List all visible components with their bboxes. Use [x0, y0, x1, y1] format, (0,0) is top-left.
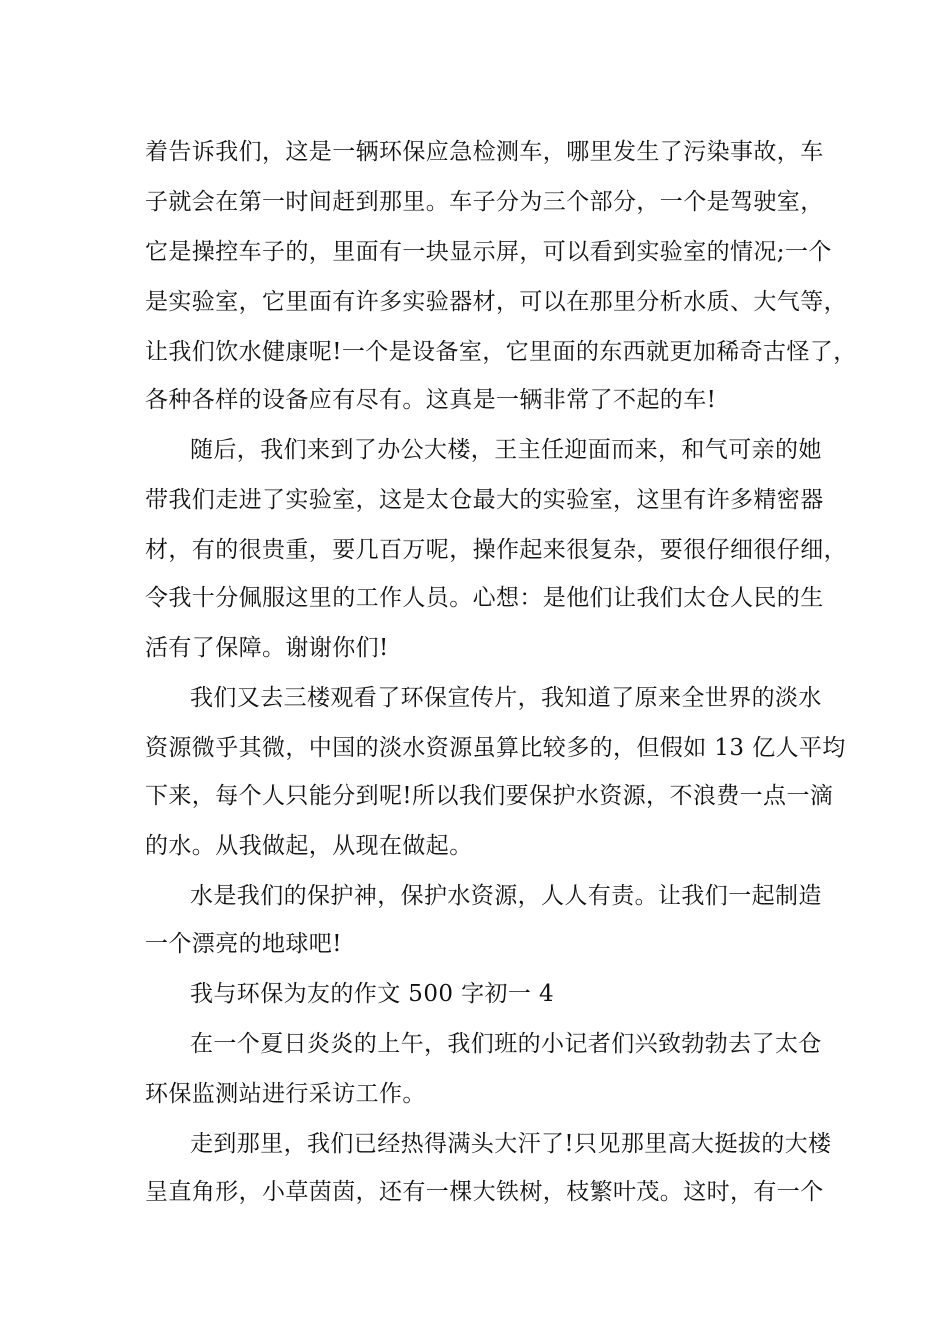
text-line: 的水。从我做起，从现在做起。	[145, 833, 473, 859]
text-line: 呈直角形，小草茵茵，还有一棵大铁树，枝繁叶茂。这时，有一个	[145, 1179, 824, 1205]
text-line: 着告诉我们，这是一辆环保应急检测车，哪里发生了污染事故，车	[145, 139, 824, 165]
text-line: 子就会在第一时间赶到那里。车子分为三个部分，一个是驾驶室，	[145, 189, 824, 215]
text-line: 材，有的很贵重，要几百万呢，操作起来很复杂，要很仔细很仔细，	[145, 537, 847, 563]
text-line: 令我十分佩服这里的工作人员。心想：是他们让我们太仓人民的生	[145, 585, 824, 611]
text-line: 资源微乎其微，中国的淡水资源虽算比较多的，但假如 13 亿人平均	[145, 735, 846, 761]
paragraph-first-line: 水是我们的保护神，保护水资源，人人有责。让我们一起制造	[190, 883, 822, 909]
text-line: 环保监测站进行采访工作。	[145, 1081, 426, 1107]
section-heading: 我与环保为友的作文 500 字初一 4	[190, 981, 555, 1007]
paragraph-first-line: 随后，我们来到了办公大楼，王主任迎面而来，和气可亲的她	[190, 437, 822, 463]
paragraph-first-line: 在一个夏日炎炎的上午，我们班的小记者们兴致勃勃去了太仓	[190, 1031, 822, 1057]
text-line: 是实验室，它里面有许多实验器材，可以在那里分析水质、大气等，	[145, 289, 847, 315]
paragraph-first-line: 我们又去三楼观看了环保宣传片，我知道了原来全世界的淡水	[190, 685, 822, 711]
text-line: 活有了保障。谢谢你们!	[145, 635, 389, 661]
text-line: 下来，每个人只能分到呢!所以我们要保护水资源，不浪费一点一滴	[145, 783, 834, 809]
text-line: 一个漂亮的地球吧!	[145, 931, 342, 957]
text-line: 带我们走进了实验室，这是太仓最大的实验室，这里有许多精密器	[145, 487, 824, 513]
paragraph-first-line: 走到那里，我们已经热得满头大汗了!只见那里高大挺拔的大楼	[190, 1131, 832, 1157]
text-line: 各种各样的设备应有尽有。这真是一辆非常了不起的车!	[145, 387, 717, 413]
text-line: 它是操控车子的，里面有一块显示屏，可以看到实验室的情况;一个	[145, 239, 832, 265]
text-line: 让我们饮水健康呢!一个是设备室，它里面的东西就更加稀奇古怪了，	[145, 339, 857, 365]
